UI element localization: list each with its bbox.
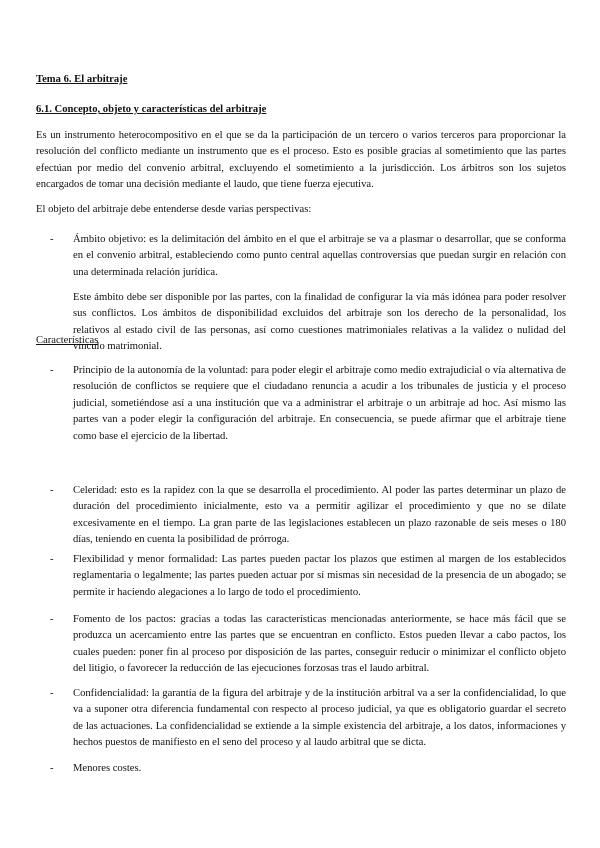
objeto-lead-paragraph: El objeto del arbitraje debe entenderse desde varias perspectivas: [36, 204, 312, 215]
list-item-text: Confidencialidad: la garantía de la figura del arbitraje y de la institución arbitral va a ser la confidencialidad, lo que va a suponer otra diferencia fundamental con respecto al proceso judicial, ya que es obligatorio guardar el secreto de las actuaciones. La confidencialidad se extiende a la simple existencia del arbitraje, a los datos, informaciones y hechos puestos de manifiesto en el seno del proceso y al laudo arbitral que se dicta. [73, 688, 566, 749]
list-item-text: Fomento de los pactos: gracias a todas las características mencionadas anteriormente, se hace más fácil que se produzca un acercamiento entre las partes que se encuentran en conflicto. Estos pueden llevar a cabo pactos, los cuales pueden: poner fin al proceso por disposición de las partes, conseguir reducir o minimizar el conflicto objeto del litigio, o favorecer la reducción de las ejecuciones forzosas tras el laudo arbitral. [73, 614, 566, 675]
list-item-confidencialidad [36, 686, 566, 752]
bullet-dash: - [50, 234, 54, 245]
list-item-text: Menores costes. [73, 763, 142, 774]
list-item-text: Ámbito objetivo: es la delimitación del ámbito en el que el arbitraje se va a plasmar o desarrollar, que se conforma en el convenio arbitral, estableciendo como punto central aquellas controversias que puedan surgir en relación con una determinada relación jurídica. [73, 234, 566, 278]
list-item-text: Principio de la autonomía de la voluntad: para poder elegir el arbitraje como medio extrajudicial o vía alternativa de resolución de conflictos se requiere que el ciudadano renuncia a acudir a los tribunales de justicia y el proceso judicial, sometiéndose así a una institución que va a administrar el arbitraje o un arbitraje ad hoc. Así mismo las partes van a poder elegir la configuración del arbitraje. En consecuencia, se puede afirmar que el arbitraje tiene como base el ejercicio de la libertad. [73, 365, 566, 442]
caracteristicas-heading: Características [36, 335, 99, 346]
list-item-text: Flexibilidad y menor formalidad: Las partes pueden pactar los plazos que estimen al margen de los establecidos reglamentaria o legalmente; las partes pueden actuar por sí mismas sin necesidad de la presencia de un abogado; se permite ir haciendo alegaciones a lo largo de todo el procedimiento. [73, 554, 566, 598]
bullet-dash: - [50, 614, 54, 625]
bullet-dash: - [50, 688, 54, 699]
ambito-disponible-paragraph: Este ámbito debe ser disponible por las partes, con la finalidad de configurar la vía más idónea para poder resolver sus conflictos. Los ámbitos de disponibilidad excluidos del arbitraje son los derecho de la personalidad, los relativos al estado civil de las personas, así como cuestiones matrimoniales relativas a la validez o nulidad del vínculo matrimonial. [73, 292, 566, 353]
list-item-fomento-pactos [36, 612, 566, 678]
list-item-autonomia [36, 363, 566, 445]
section-heading: 6.1. Concepto, objeto y características del arbitraje [36, 104, 267, 115]
intro-paragraph: Es un instrumento heterocompositivo en el que se da la participación de un tercero o varios terceros para proporcionar la resolución del conflicto mediante un instrumento que es el proceso. Esto es posible gracias al sometimiento que las partes efectúan por medio del convenio arbitral, excluyendo el sometimiento a la jurisdicción. Los árbitros son los sujetos encargados de tomar una decisión mediante el laudo, que tiene fuerza ejecutiva. [36, 130, 566, 191]
bullet-dash: - [50, 763, 54, 774]
bullet-dash: - [50, 485, 54, 496]
list-item-ambito-objetivo [36, 232, 566, 281]
list-item-text: Celeridad: esto es la rapidez con la que se desarrolla el procedimiento. Al poder las partes determinar un plazo de duración del procedimiento inicialmente, esto va a permitir agilizar el procedimiento y que no se dilate excesivamente en el tiempo. La gran parte de las legislaciones establecen un plazo razonable de seis meses o 180 días, teniendo en cuenta la posibilidad de prórroga. [73, 485, 566, 546]
bullet-dash: - [50, 554, 54, 565]
list-item-flexibilidad [36, 552, 566, 601]
list-item-celeridad [36, 483, 566, 549]
bullet-dash: - [50, 365, 54, 376]
document-title: Tema 6. El arbitraje [36, 74, 128, 85]
list-item-menores-costes [36, 761, 566, 777]
